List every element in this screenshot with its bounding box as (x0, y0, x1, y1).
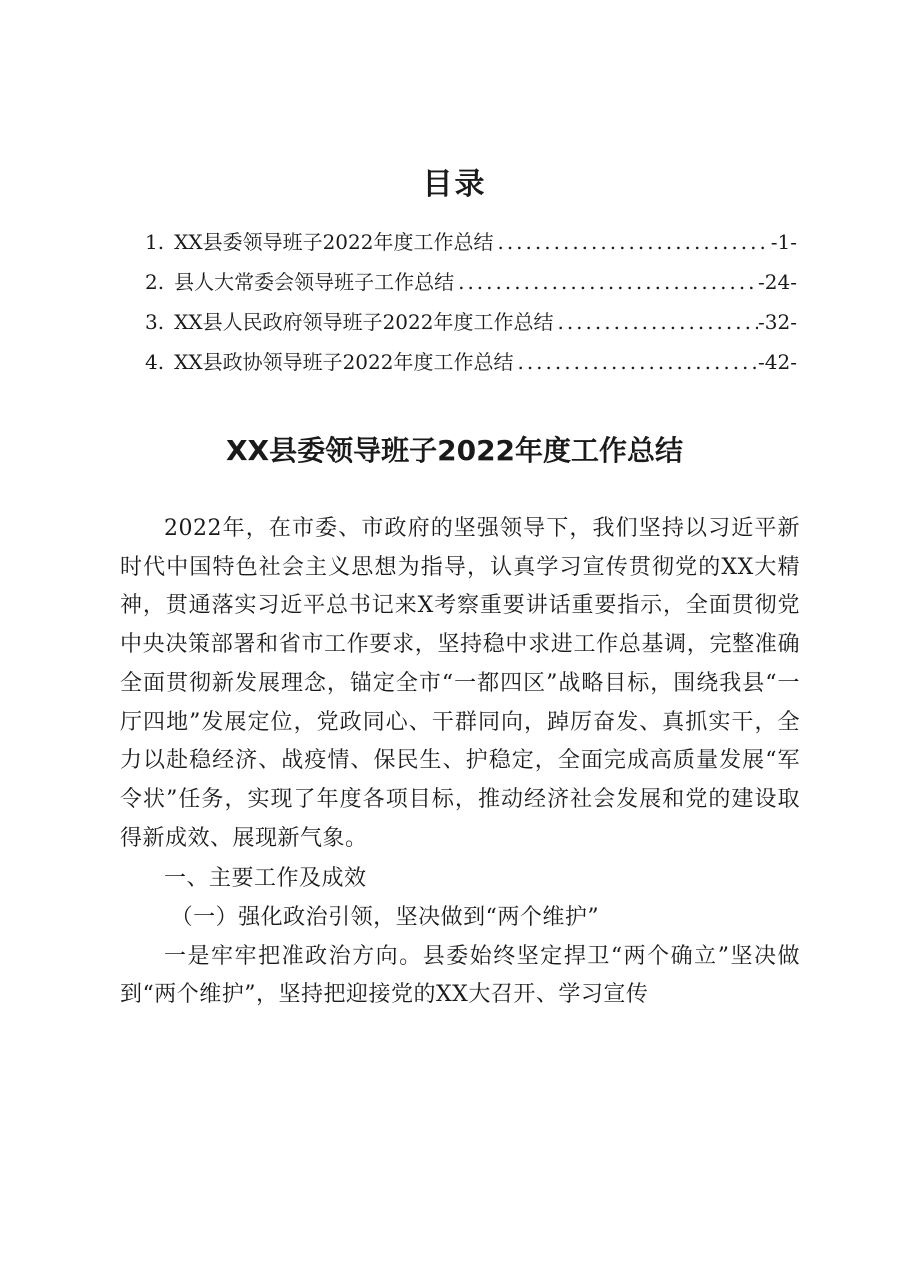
toc-entry-page: -32- (758, 310, 797, 334)
toc-entry-number: 4. (145, 350, 165, 374)
toc-entry-page: -24- (758, 270, 797, 294)
section-heading: 一、主要工作及成效 (164, 866, 367, 892)
toc-entry-text: XX县委领导班子2022年度工作总结 (174, 230, 494, 254)
toc-entry-number: 1. (145, 230, 165, 254)
body-paragraph: 一是牢牢把准政治方向。县委始终坚定捍卫“两个确立”坚决做到“两个维护”，坚持把迎接党的XX大召开、学习宣传 (120, 943, 800, 1008)
toc-dot-leader (513, 342, 758, 382)
toc-entry-number: 2. (145, 270, 165, 294)
intro-paragraph: 2022年，在市委、市政府的坚强领导下，我们坚持以习近平新时代中国特色社会主义思想为指导，认真学习宣传贯彻党的XX大精神，贯通落实习近平总书记来X考察重要讲话重要指示，全面贯彻党中央决策部署和省市工作要求，坚持稳中求进工作总基调，完整准确全面贯彻新发展理念，锚定全市“一都四区”战略目标，围绕我县“一厅四地”发展定位，党政同心、干群同向，踔厉奋发、真抓实干，全力以赴稳经济、战疫情、保民生、护稳定，全面完成高质量发展“军令状”任务，实现了年度各项目标，推动经济社会发展和党的建设取得新成效、展现新气象。 (120, 516, 800, 851)
toc-entry[interactable] (145, 222, 797, 262)
toc-entry-text: 县人大常委会领导班子工作总结 (174, 270, 455, 294)
toc-entry-page: -42- (758, 350, 797, 374)
toc-entry[interactable] (145, 342, 797, 382)
toc-title: 目录 (422, 167, 487, 202)
toc-entry-page: -1- (770, 230, 797, 254)
table-of-contents (145, 222, 797, 382)
toc-entry-number: 3. (145, 310, 165, 334)
toc-entry-text: XX县政协领导班子2022年度工作总结 (174, 350, 514, 374)
toc-dot-leader (493, 222, 770, 262)
document-body (120, 510, 800, 1015)
toc-dot-leader (553, 302, 758, 342)
subsection-heading: （一）强化政治引领，坚决做到“两个维护” (170, 905, 600, 931)
toc-entry[interactable] (145, 262, 797, 302)
toc-entry[interactable] (145, 302, 797, 342)
toc-entry-text: XX县人民政府领导班子2022年度工作总结 (174, 310, 554, 334)
document-title: XX县委领导班子2022年度工作总结 (225, 434, 684, 467)
toc-dot-leader (454, 262, 758, 302)
